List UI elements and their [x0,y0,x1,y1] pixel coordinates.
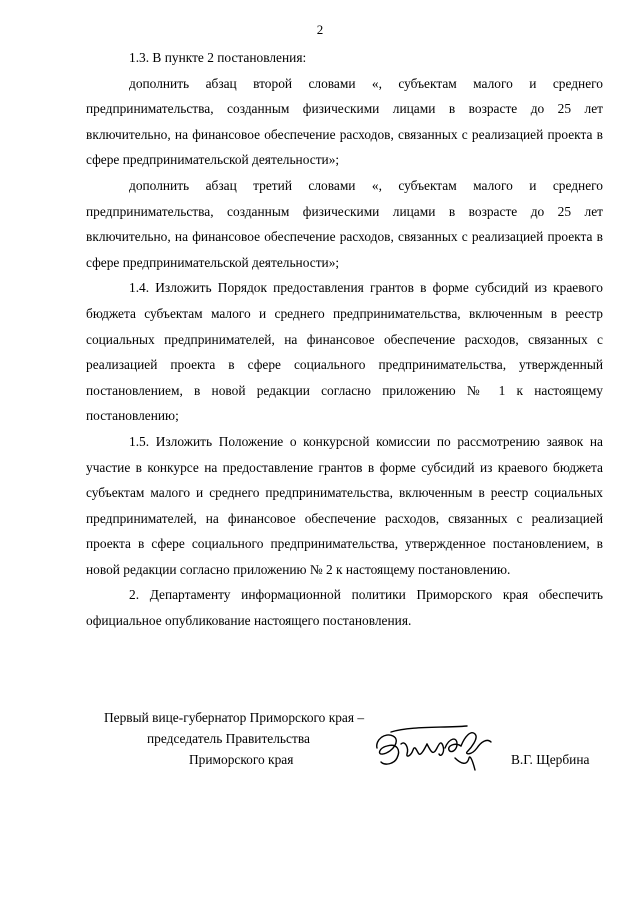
handwritten-signature [371,718,501,776]
paragraph-2: 2. Департаменту информационной политики Приморского края обеспечить официальное опубликование настоящего постановления. [86,587,603,629]
signatory-position-line-1: Первый вице-губернатор Приморского края – [104,710,365,725]
paragraph-amend-third: дополнить абзац третий словами «, субъектам малого и среднего предпринимательства, созданным физическими лицами в возрасте до 25 лет включительно, на финансовое обеспечение расходов, связанных с реализацией проекта в сфере предпринимательской деятельности»; [86,177,603,270]
page-number: 2 [316,22,324,37]
paragraph-amend-second: дополнить абзац второй словами «, субъектам малого и среднего предпринимательства, созданным физическими лицами в возрасте до 25 лет включительно, на финансовое обеспечение расходов, связанных с реализацией проекта в сфере предпринимательской деятельности»; [86,75,603,168]
signatory-position-line-2: председатель Правительства [147,731,310,746]
signatory-name: В.Г. Щербина [511,752,590,767]
paragraph-1-5: 1.5. Изложить Положение о конкурсной комиссии по рассмотрению заявок на участие в конкурсе на предоставление грантов в форме субсидий из краевого бюджета субъектам малого и среднего предпринимательства, включенным в реестр социальных предпринимателей, на финансовое обеспечение расходов, связанных с реализацией проекта в сфере социального предпринимательства, утвержденное постановлением, в новой редакции согласно приложению № 2 к настоящему постановлению. [86,433,603,577]
paragraph-1-3: 1.3. В пункте 2 постановления: [129,50,307,65]
signatory-position-line-3: Приморского края [189,752,294,767]
paragraph-1-4: 1.4. Изложить Порядок предоставления грантов в форме субсидий из краевого бюджета субъектам малого и среднего предпринимательства, включенным в реестр социальных предпринимателей, на финансовое обеспечение расходов, связанных с реализацией проекта в сфере социального предпринимательства, утвержденный постановлением, в новой редакции согласно приложению № 1 к настоящему постановлению; [86,280,603,424]
